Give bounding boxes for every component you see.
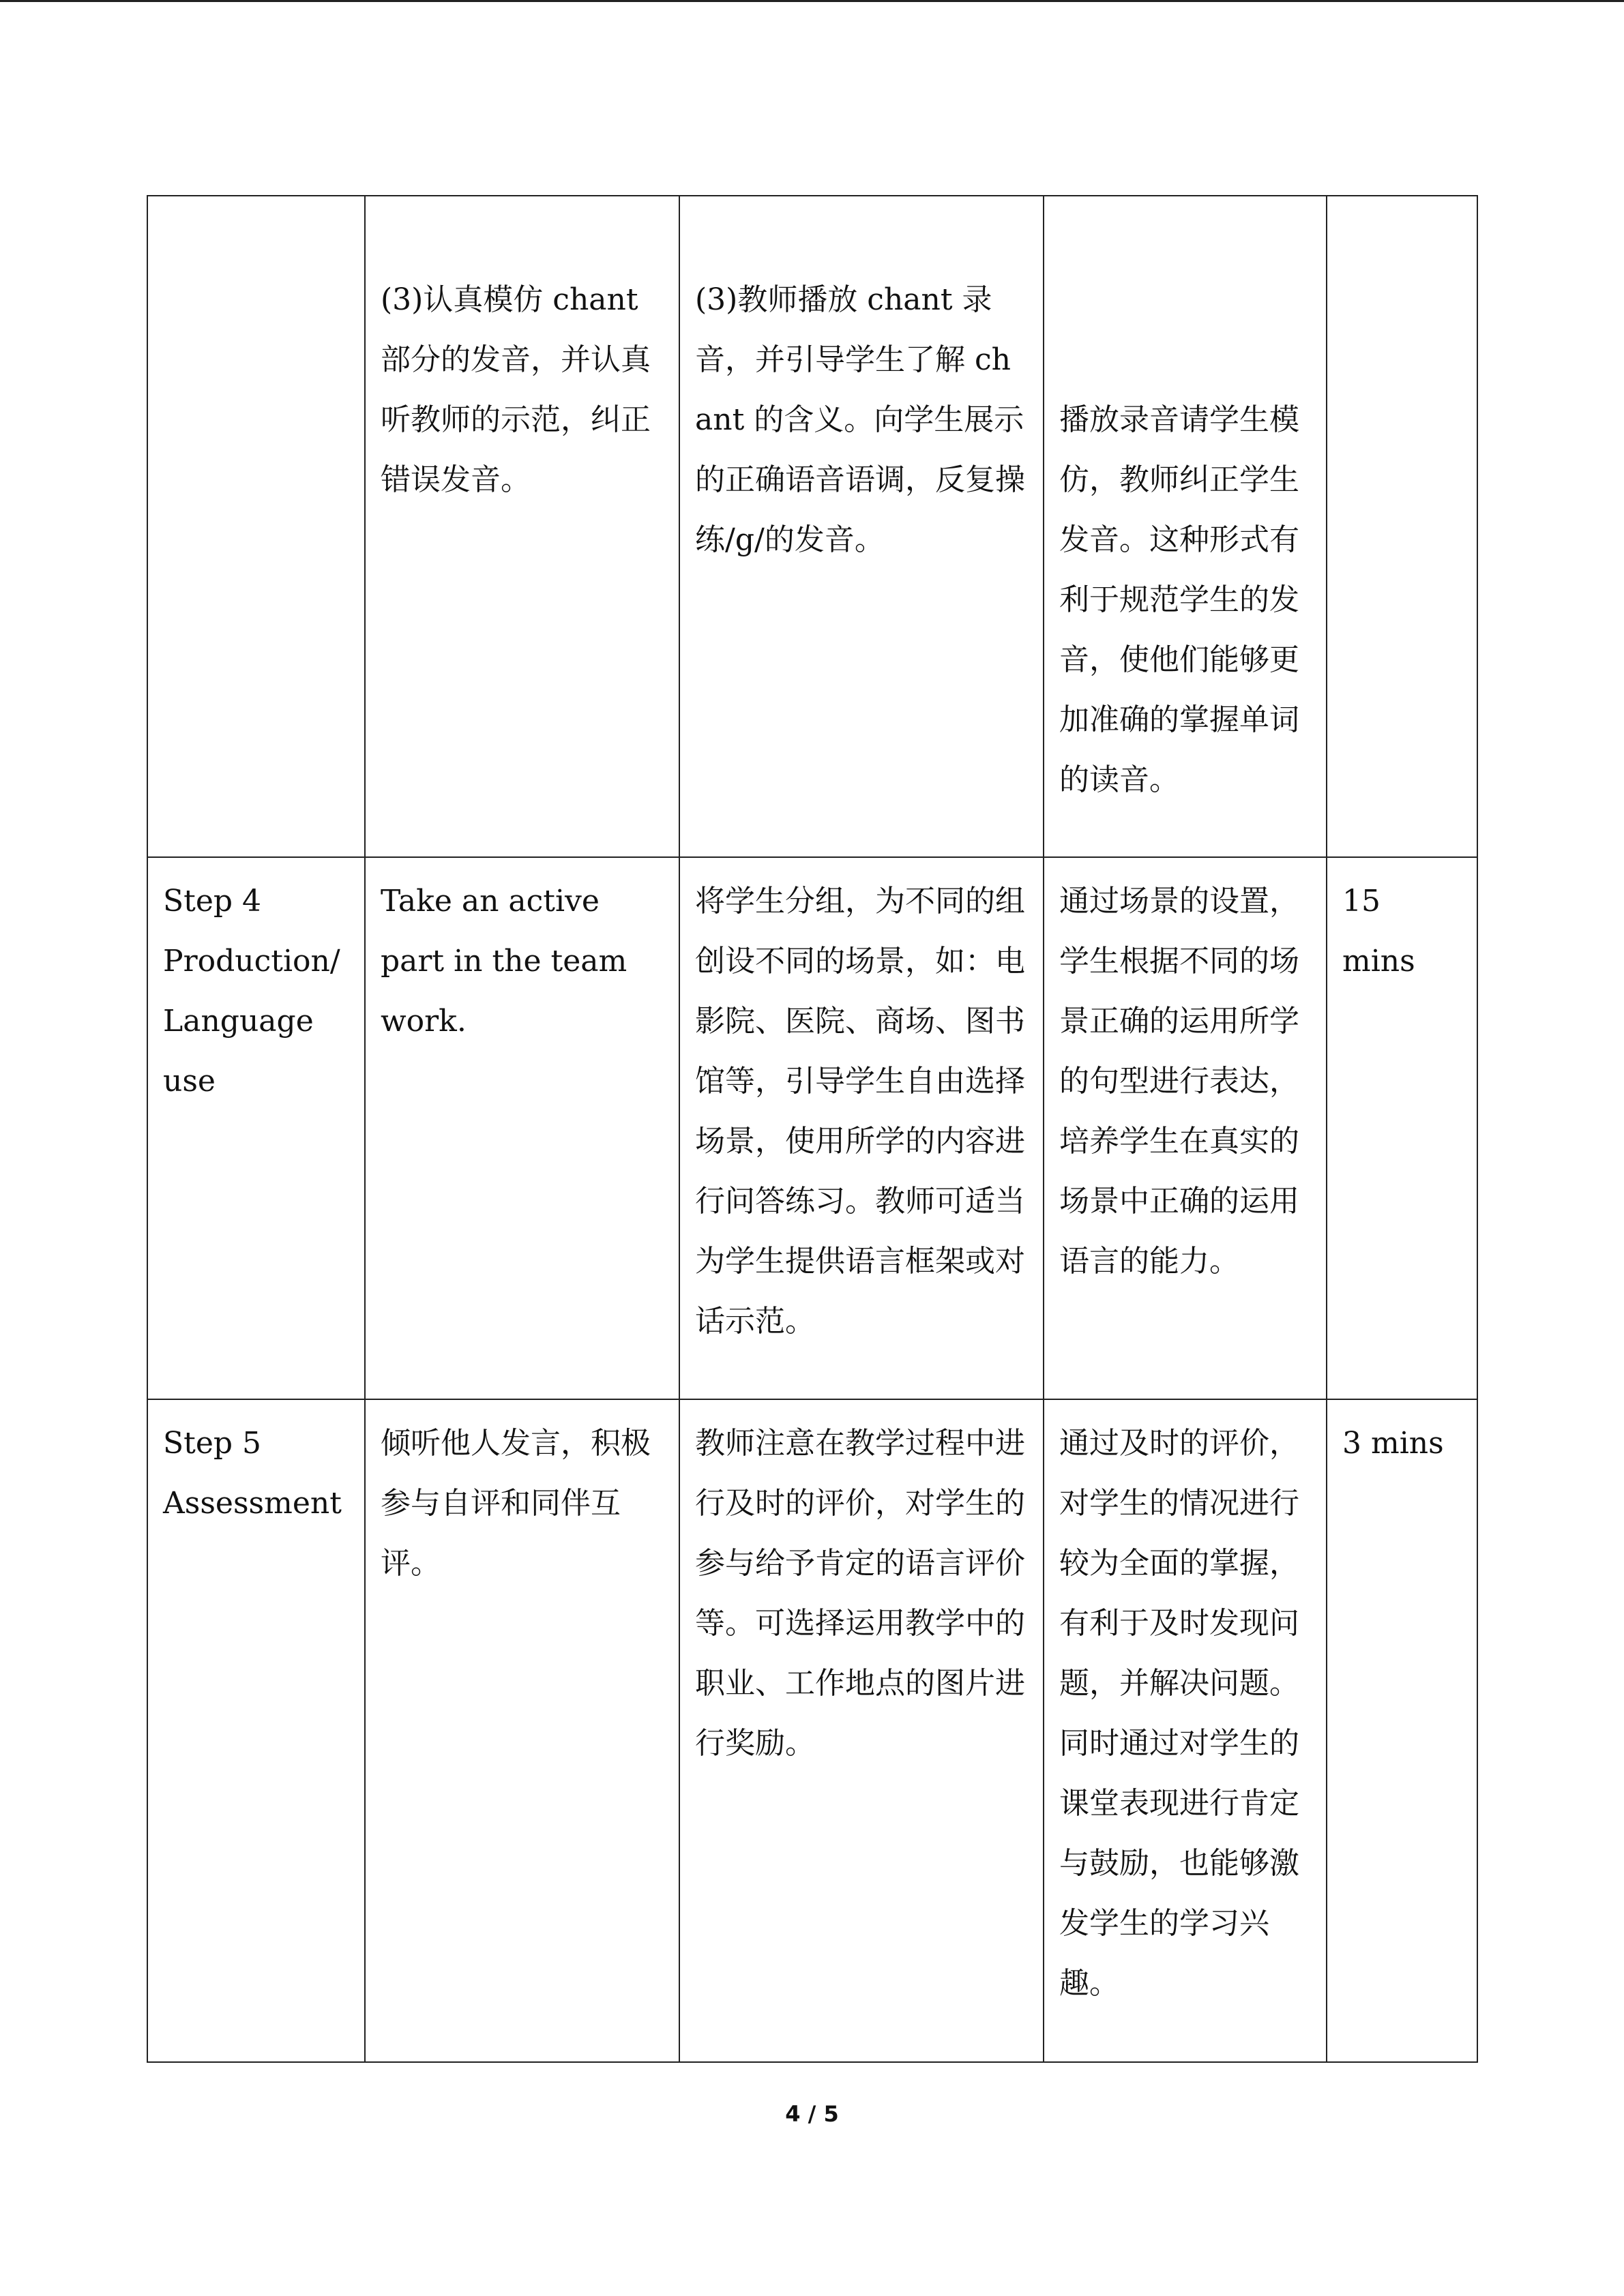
- time-cell: 15 mins: [1327, 857, 1477, 1399]
- top-border-line: [0, 0, 1624, 2]
- table-row: [147, 857, 1477, 1399]
- purpose-cell: 播放录音请学生模仿，教师纠正学生发音。这种形式有利于规范学生的发音，使他们能够更加准确的掌握单词的读音。: [1044, 196, 1327, 857]
- time-cell: [1327, 196, 1477, 857]
- purpose-cell: 通过场景的设置，学生根据不同的场景正确的运用所学的句型进行表达，培养学生在真实的场景中正确的运用语言的能力。: [1044, 857, 1327, 1399]
- lesson-plan-table: [147, 195, 1478, 2063]
- teacher-activity-cell: 将学生分组，为不同的组创设不同的场景，如：电影院、医院、商场、图书馆等，引导学生自由选择场景，使用所学的内容进行问答练习。教师可适当为学生提供语言框架或对话示范。: [679, 857, 1044, 1399]
- student-activity-cell: 倾听他人发言，积极参与自评和同伴互评。: [365, 1399, 679, 2062]
- teacher-activity-cell: (3)教师播放 chant 录音，并引导学生了解 chant 的含义。向学生展示的正确语音语调，反复操练/g/的发音。: [679, 196, 1044, 857]
- page-number: 4 / 5: [785, 2101, 839, 2127]
- step-cell: Step 5 Assessment: [147, 1399, 365, 2062]
- student-activity-cell: (3)认真模仿 chant 部分的发音，并认真听教师的示范，纠正错误发音。: [365, 196, 679, 857]
- student-activity-cell: Take an active part in the team work.: [365, 857, 679, 1399]
- purpose-cell: 通过及时的评价，对学生的情况进行较为全面的掌握，有利于及时发现问题，并解决问题。同时通过对学生的课堂表现进行肯定与鼓励，也能够激发学生的学习兴趣。: [1044, 1399, 1327, 2062]
- table-row: [147, 196, 1477, 857]
- table-row: [147, 1399, 1477, 2062]
- teacher-activity-cell: 教师注意在教学过程中进行及时的评价，对学生的参与给予肯定的语言评价等。可选择运用教学中的职业、工作地点的图片进行奖励。: [679, 1399, 1044, 2062]
- step-cell: Step 4 Production/ Language use: [147, 857, 365, 1399]
- step-cell: [147, 196, 365, 857]
- time-cell: 3 mins: [1327, 1399, 1477, 2062]
